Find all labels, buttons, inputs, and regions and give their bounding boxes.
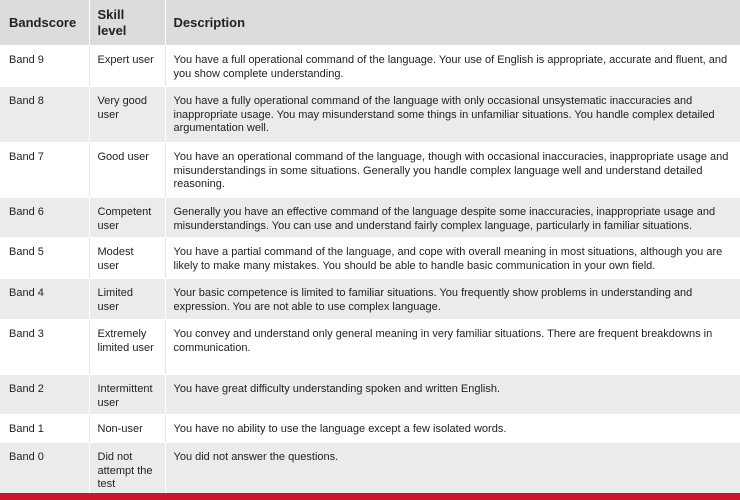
- table-row: [0, 238, 740, 279]
- description-cell: You have a partial command of the language, and cope with overall meaning in most situations, although you are likely to make many mistakes. You should be able to handle basic communication in your own field.: [165, 238, 740, 279]
- skill-level-cell: Intermittent user: [89, 375, 165, 415]
- band-cell: Band 5: [0, 238, 89, 279]
- table-header-row: [0, 0, 740, 46]
- band-cell: Band 0: [0, 443, 89, 495]
- table-row: [0, 320, 740, 375]
- band-cell: Band 7: [0, 143, 89, 198]
- skill-level-cell: Expert user: [89, 46, 165, 87]
- skill-level-cell: Good user: [89, 143, 165, 198]
- band-cell: Band 4: [0, 279, 89, 320]
- band-cell: Band 3: [0, 320, 89, 375]
- header-bandscore: Bandscore: [0, 0, 89, 46]
- description-cell: You have great difficulty understanding spoken and written English.: [165, 375, 740, 415]
- description-cell: Generally you have an effective command of the language despite some inaccuracies, inappropriate usage and misunderstandings. You can use and understand fairly complex language, particularly in familiar situations.: [165, 198, 740, 238]
- description-cell: You have a full operational command of the language. Your use of English is appropriate, accurate and fluent, and you show complete understanding.: [165, 46, 740, 87]
- skill-level-cell: Non-user: [89, 415, 165, 443]
- table-row: [0, 279, 740, 320]
- band-cell: Band 6: [0, 198, 89, 238]
- skill-level-cell: Modest user: [89, 238, 165, 279]
- table-row: [0, 443, 740, 495]
- description-cell: You did not answer the questions.: [165, 443, 740, 495]
- skill-level-cell: Limited user: [89, 279, 165, 320]
- skill-level-cell: Did not attempt the test: [89, 443, 165, 495]
- band-cell: Band 8: [0, 87, 89, 143]
- accent-bar: [0, 493, 740, 500]
- table-row: [0, 198, 740, 238]
- description-cell: You have a fully operational command of the language with only occasional unsystematic inaccuracies and inappropriate usage. You may misunderstand some things in unfamiliar situations. You handle complex detailed argumentation well.: [165, 87, 740, 143]
- skill-level-cell: Extremely limited user: [89, 320, 165, 375]
- description-cell: You have an operational command of the language, though with occasional inaccuracies, inappropriate usage and misunderstandings in some situations. Generally you handle complex language well and understand detailed reasoning.: [165, 143, 740, 198]
- header-description: Description: [165, 0, 740, 46]
- table-row: [0, 46, 740, 87]
- band-cell: Band 1: [0, 415, 89, 443]
- skill-level-cell: Competent user: [89, 198, 165, 238]
- table-row: [0, 87, 740, 143]
- description-cell: You have no ability to use the language except a few isolated words.: [165, 415, 740, 443]
- table-row: [0, 415, 740, 443]
- band-cell: Band 9: [0, 46, 89, 87]
- skill-level-cell: Very good user: [89, 87, 165, 143]
- table-row: [0, 143, 740, 198]
- band-cell: Band 2: [0, 375, 89, 415]
- table-row: [0, 375, 740, 415]
- description-cell: Your basic competence is limited to familiar situations. You frequently show problems in understanding and expression. You are not able to use complex language.: [165, 279, 740, 320]
- description-cell: You convey and understand only general meaning in very familiar situations. There are frequent breakdowns in communication.: [165, 320, 740, 375]
- header-skill-level: Skill level: [89, 0, 165, 46]
